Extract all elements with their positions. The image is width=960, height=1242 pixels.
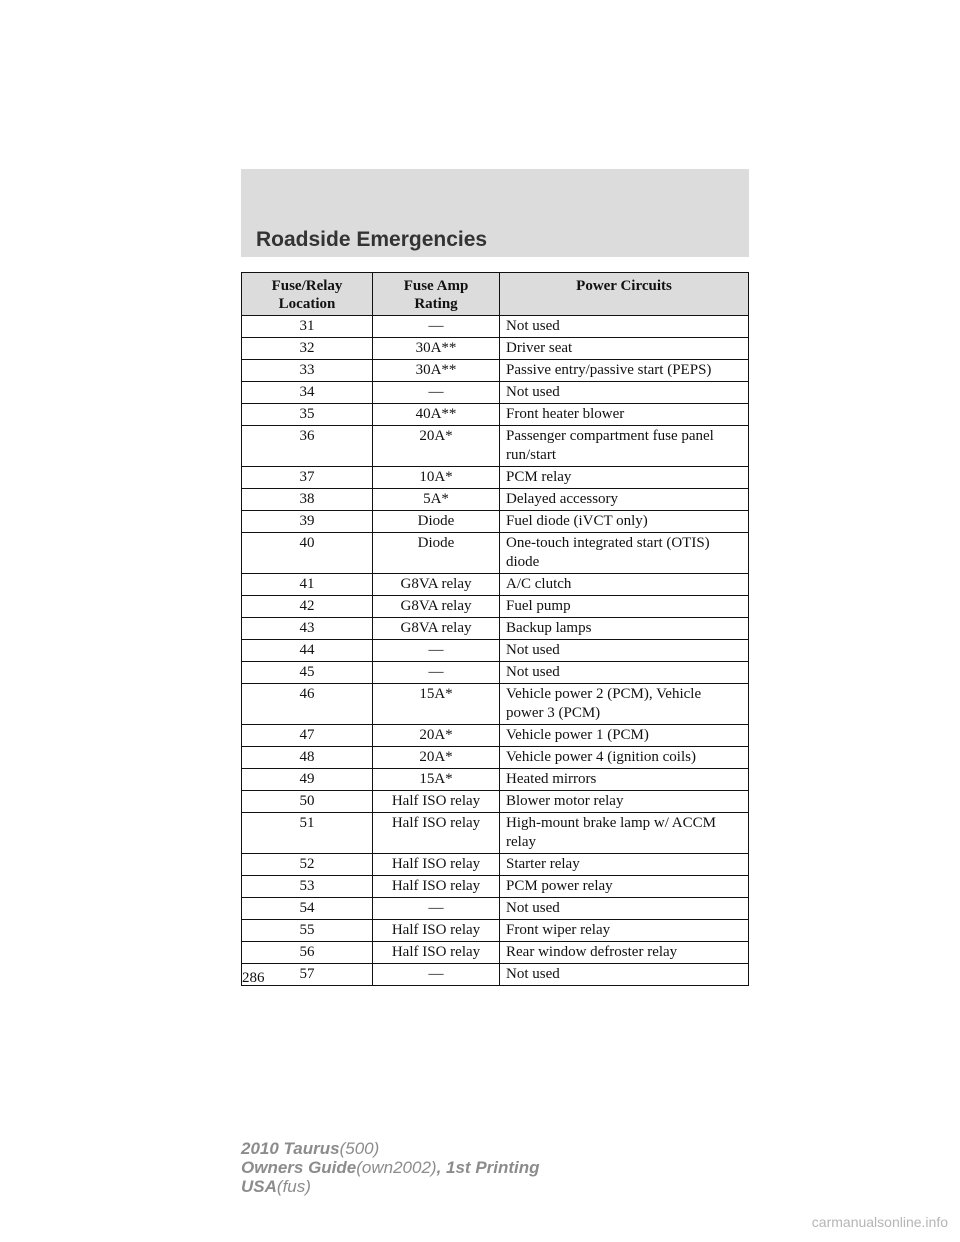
cell-location: 44: [242, 640, 373, 662]
cell-rating: 30A**: [373, 360, 500, 382]
cell-circuit: Not used: [500, 382, 749, 404]
cell-location: 39: [242, 511, 373, 533]
table-row: [242, 489, 749, 511]
cell-location: 54: [242, 898, 373, 920]
cell-rating: Half ISO relay: [373, 791, 500, 813]
table-row: [242, 813, 749, 854]
cell-location: 40: [242, 533, 373, 574]
cell-rating: 20A*: [373, 426, 500, 467]
cell-rating: Half ISO relay: [373, 920, 500, 942]
header-circuits: Power Circuits: [500, 273, 749, 316]
table-row: [242, 791, 749, 813]
cell-rating: —: [373, 898, 500, 920]
table-row: [242, 467, 749, 489]
footer-line-3: USA(fus): [241, 1177, 311, 1196]
table-row: [242, 725, 749, 747]
cell-location: 46: [242, 684, 373, 725]
site-watermark: carmanualsonline.info: [811, 1214, 948, 1230]
table-row: [242, 382, 749, 404]
cell-circuit: Not used: [500, 640, 749, 662]
cell-rating: Half ISO relay: [373, 876, 500, 898]
table-row: [242, 338, 749, 360]
cell-circuit: Not used: [500, 662, 749, 684]
cell-circuit: Vehicle power 1 (PCM): [500, 725, 749, 747]
cell-rating: 40A**: [373, 404, 500, 426]
cell-circuit: Fuel diode (iVCT only): [500, 511, 749, 533]
cell-circuit: PCM relay: [500, 467, 749, 489]
cell-circuit: Rear window defroster relay: [500, 942, 749, 964]
cell-circuit: Not used: [500, 964, 749, 986]
table-row: [242, 920, 749, 942]
table-row: [242, 964, 749, 986]
cell-circuit: Passive entry/passive start (PEPS): [500, 360, 749, 382]
cell-location: 52: [242, 854, 373, 876]
cell-location: 32: [242, 338, 373, 360]
table-row: [242, 533, 749, 574]
table-row: [242, 942, 749, 964]
cell-location: 43: [242, 618, 373, 640]
cell-rating: 30A**: [373, 338, 500, 360]
table-row: [242, 404, 749, 426]
cell-location: 37: [242, 467, 373, 489]
cell-location: 51: [242, 813, 373, 854]
cell-circuit: Blower motor relay: [500, 791, 749, 813]
table-row: [242, 898, 749, 920]
fuse-table: [241, 272, 749, 986]
fuse-table-body: [242, 316, 749, 986]
header-rating: Fuse Amp Rating: [373, 273, 500, 316]
footer-line-1: 2010 Taurus(500): [241, 1139, 380, 1158]
cell-circuit: Front wiper relay: [500, 920, 749, 942]
cell-rating: 15A*: [373, 769, 500, 791]
cell-location: 53: [242, 876, 373, 898]
cell-location: 34: [242, 382, 373, 404]
table-row: [242, 511, 749, 533]
cell-rating: —: [373, 640, 500, 662]
cell-circuit: Front heater blower: [500, 404, 749, 426]
cell-rating: 20A*: [373, 725, 500, 747]
cell-rating: 15A*: [373, 684, 500, 725]
cell-circuit: Vehicle power 4 (ignition coils): [500, 747, 749, 769]
cell-circuit: Starter relay: [500, 854, 749, 876]
cell-location: 38: [242, 489, 373, 511]
page-number: 286: [242, 970, 265, 986]
table-row: [242, 426, 749, 467]
cell-circuit: Not used: [500, 316, 749, 338]
cell-circuit: Vehicle power 2 (PCM), Vehicle power 3 (PCM): [500, 684, 749, 725]
cell-circuit: Fuel pump: [500, 596, 749, 618]
table-row: [242, 684, 749, 725]
cell-rating: G8VA relay: [373, 596, 500, 618]
cell-location: 56: [242, 942, 373, 964]
cell-location: 45: [242, 662, 373, 684]
cell-rating: Half ISO relay: [373, 813, 500, 854]
cell-location: 33: [242, 360, 373, 382]
table-row: [242, 854, 749, 876]
cell-location: 57: [242, 964, 373, 986]
cell-location: 31: [242, 316, 373, 338]
print-footer: [241, 1139, 540, 1196]
cell-rating: Diode: [373, 533, 500, 574]
cell-circuit: Driver seat: [500, 338, 749, 360]
cell-circuit: One-touch integrated start (OTIS) diode: [500, 533, 749, 574]
cell-rating: —: [373, 382, 500, 404]
cell-rating: Half ISO relay: [373, 942, 500, 964]
table-row: [242, 316, 749, 338]
table-row: [242, 574, 749, 596]
table-row: [242, 596, 749, 618]
table-row: [242, 747, 749, 769]
table-row: [242, 618, 749, 640]
cell-rating: —: [373, 964, 500, 986]
table-row: [242, 662, 749, 684]
section-title: Roadside Emergencies: [256, 228, 488, 251]
cell-location: 42: [242, 596, 373, 618]
cell-circuit: PCM power relay: [500, 876, 749, 898]
cell-rating: 20A*: [373, 747, 500, 769]
cell-location: 36: [242, 426, 373, 467]
header-location: Fuse/Relay Location: [242, 273, 373, 316]
cell-rating: —: [373, 316, 500, 338]
table-row: [242, 769, 749, 791]
cell-rating: 5A*: [373, 489, 500, 511]
cell-location: 47: [242, 725, 373, 747]
table-row: [242, 360, 749, 382]
cell-circuit: Delayed accessory: [500, 489, 749, 511]
cell-location: 35: [242, 404, 373, 426]
cell-location: 48: [242, 747, 373, 769]
footer-line-2: Owners Guide(own2002), 1st Printing: [241, 1158, 540, 1177]
cell-location: 50: [242, 791, 373, 813]
cell-circuit: Not used: [500, 898, 749, 920]
cell-rating: Half ISO relay: [373, 854, 500, 876]
cell-rating: G8VA relay: [373, 618, 500, 640]
cell-circuit: Passenger compartment fuse panel run/start: [500, 426, 749, 467]
table-row: [242, 876, 749, 898]
cell-circuit: Heated mirrors: [500, 769, 749, 791]
cell-location: 41: [242, 574, 373, 596]
cell-circuit: High-mount brake lamp w/ ACCM relay: [500, 813, 749, 854]
cell-location: 49: [242, 769, 373, 791]
cell-rating: Diode: [373, 511, 500, 533]
cell-rating: G8VA relay: [373, 574, 500, 596]
cell-rating: —: [373, 662, 500, 684]
table-header-row: [242, 273, 749, 316]
cell-circuit: A/C clutch: [500, 574, 749, 596]
cell-rating: 10A*: [373, 467, 500, 489]
cell-location: 55: [242, 920, 373, 942]
table-row: [242, 640, 749, 662]
cell-circuit: Backup lamps: [500, 618, 749, 640]
